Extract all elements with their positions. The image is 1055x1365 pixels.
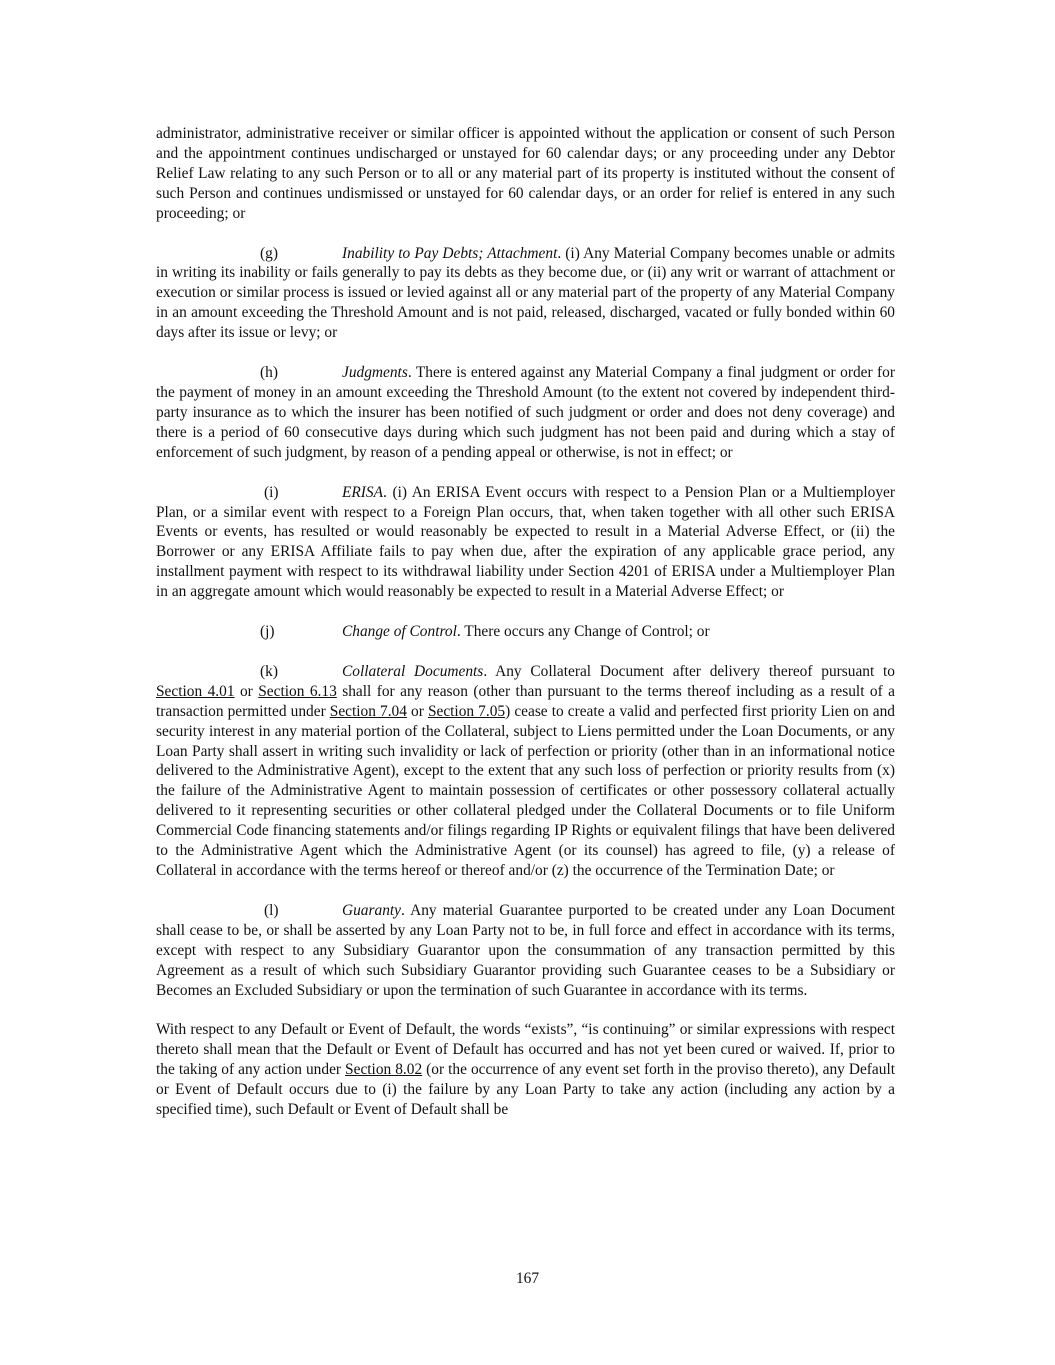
clause-text: ) cease to create a valid and perfected first priority Lien on and security interest in any material portion of the Collateral, subject to Liens permitted under the Loan Documents, or any Loan Party shall assert in writing such invalidity or lack of perfection or priority (other than in an informational notice delivered to the Administrative Agent), except to the extent that any such loss of perfection or priority results from (x) the failure of the Administrative Agent to maintain possession of certificates or other possessory collateral actually delivered to it representing securities or other collateral pledged under the Collateral Documents or to file Uniform Commercial Code financing statements and/or filings regarding IP Rights or equivalent filings that have been delivered to the Administrative Agent which the Administrative Agent (or its counsel) has agreed to file, (y) a release of Collateral in accordance with the terms hereof or thereof and/or (z) the occurrence of the Termination Date; or — [156, 702, 895, 879]
section-k — [156, 662, 895, 881]
clause-text: or — [234, 682, 259, 700]
paragraph-text: (or the occurrence of any event set forth in the proviso thereto), any Default or Event of Default occurs due to (i) the failure by any Loan Party to take any action (including any action by a specified time), such Default or Event of Default shall be — [156, 1061, 896, 1119]
clause-number: (j) — [260, 623, 275, 641]
clause-number: (h) — [260, 364, 278, 382]
clause-heading: Guaranty — [342, 901, 401, 919]
clause-number: (g) — [260, 244, 278, 262]
paragraph-text: With respect to any Default or Event of Default, the words “exists”, “is continuing” or similar expressions with respect thereto shall mean that the Default or Event of Default has occurred and has not yet been cured or waived. If, prior to the taking of any action under — [156, 1021, 895, 1079]
clause-text: . There occurs any Change of Control; or — [456, 623, 710, 641]
section-h — [156, 363, 895, 463]
section-reference: Section 6.13 — [258, 682, 337, 700]
section-reference: Section 8.02 — [345, 1061, 423, 1079]
clause-text: . Any material Guarantee purported to be created under any Loan Document shall cease to be, or shall be asserted by any Loan Party not to be, in full force and effect in accordance with its terms, except with respect to any Subsidiary Guarantor upon the consummation of any transaction permitted by this Agreement as a result of which such Subsidiary Guarantor providing such Guarantee ceases to be a Subsidiary or Becomes an Excluded Subsidiary or upon the termination of such Guarantee in accordance with its terms. — [156, 901, 895, 999]
clause-heading: Change of Control — [342, 623, 457, 641]
document-page — [156, 124, 895, 1140]
clause-heading: Collateral Documents — [342, 662, 484, 680]
section-j — [156, 622, 895, 642]
clause-text: or — [406, 702, 428, 720]
section-g — [156, 244, 895, 344]
section-reference: Section 4.01 — [156, 682, 235, 700]
clause-text: . There is entered against any Material Company a final judgment or order for the payment of money in an amount exceeding the Threshold Amount (to the extent not covered by independent third-party insurance as to which the insurer has been notified of such judgment or order and does not deny coverage) and there is a period of 60 consecutive days during which such judgment has not been paid and during which a stay of enforcement of such judgment, by reason of a pending appeal or otherwise, is not in effect; or — [156, 364, 895, 461]
section-reference: Section 7.04 — [329, 702, 407, 720]
paragraph-continuation — [156, 124, 895, 224]
clause-text: . Any Collateral Document after delivery thereof pursuant to — [483, 662, 896, 680]
clause-number: (l) — [264, 901, 279, 919]
section-i — [156, 483, 895, 602]
clause-number: (k) — [260, 662, 278, 680]
clause-number: (i) — [264, 483, 279, 501]
clause-text: . (i) Any Material Company becomes unable or admits in writing its inability or fails generally to pay its debts as they become due, or (ii) any writ or warrant of attachment or execution or similar process is issued or levied against all or any material part of the property of any Material Company in an amount exceeding the Threshold Amount and is not paid, released, discharged, vacated or fully bonded within 60 days after its issue or levy; or — [156, 244, 895, 342]
final-paragraph — [156, 1020, 895, 1120]
clause-heading: ERISA — [342, 483, 384, 501]
paragraph-text: administrator, administrative receiver or similar officer is appointed without the application or consent of such Person and the appointment continues undischarged or unstayed for 60 calendar days; or any proceeding under any Debtor Relief Law relating to any such Person or to all or any material part of its property is instituted without the consent of such Person and continues undismissed or unstayed for 60 calendar days, or an order for relief is entered in any such proceeding; or — [156, 125, 895, 222]
clause-text: . (i) An ERISA Event occurs with respect to a Pension Plan or a Multiemployer Plan, or a similar event with respect to a Foreign Plan occurs, that, when taken together with all other such ERISA Events or events, has resulted or would reasonably be expected to result in a Material Adverse Effect, or (ii) the Borrower or any ERISA Affiliate fails to pay when due, after the expiration of any applicable grace period, any installment payment with respect to its withdrawal liability under Section 4201 of ERISA under a Multiemployer Plan in an aggregate amount which would reasonably be expected to result in a Material Adverse Effect; or — [156, 483, 895, 601]
page-number: 167 — [515, 1270, 540, 1287]
clause-heading: Inability to Pay Debts; Attachment — [342, 244, 558, 262]
clause-heading: Judgments — [342, 364, 408, 382]
section-l — [156, 901, 895, 1001]
clause-text: shall for any reason (other than pursuant to the terms thereof including as a result of a transaction permitted under — [156, 682, 896, 720]
section-reference: Section 7.05 — [427, 702, 506, 720]
